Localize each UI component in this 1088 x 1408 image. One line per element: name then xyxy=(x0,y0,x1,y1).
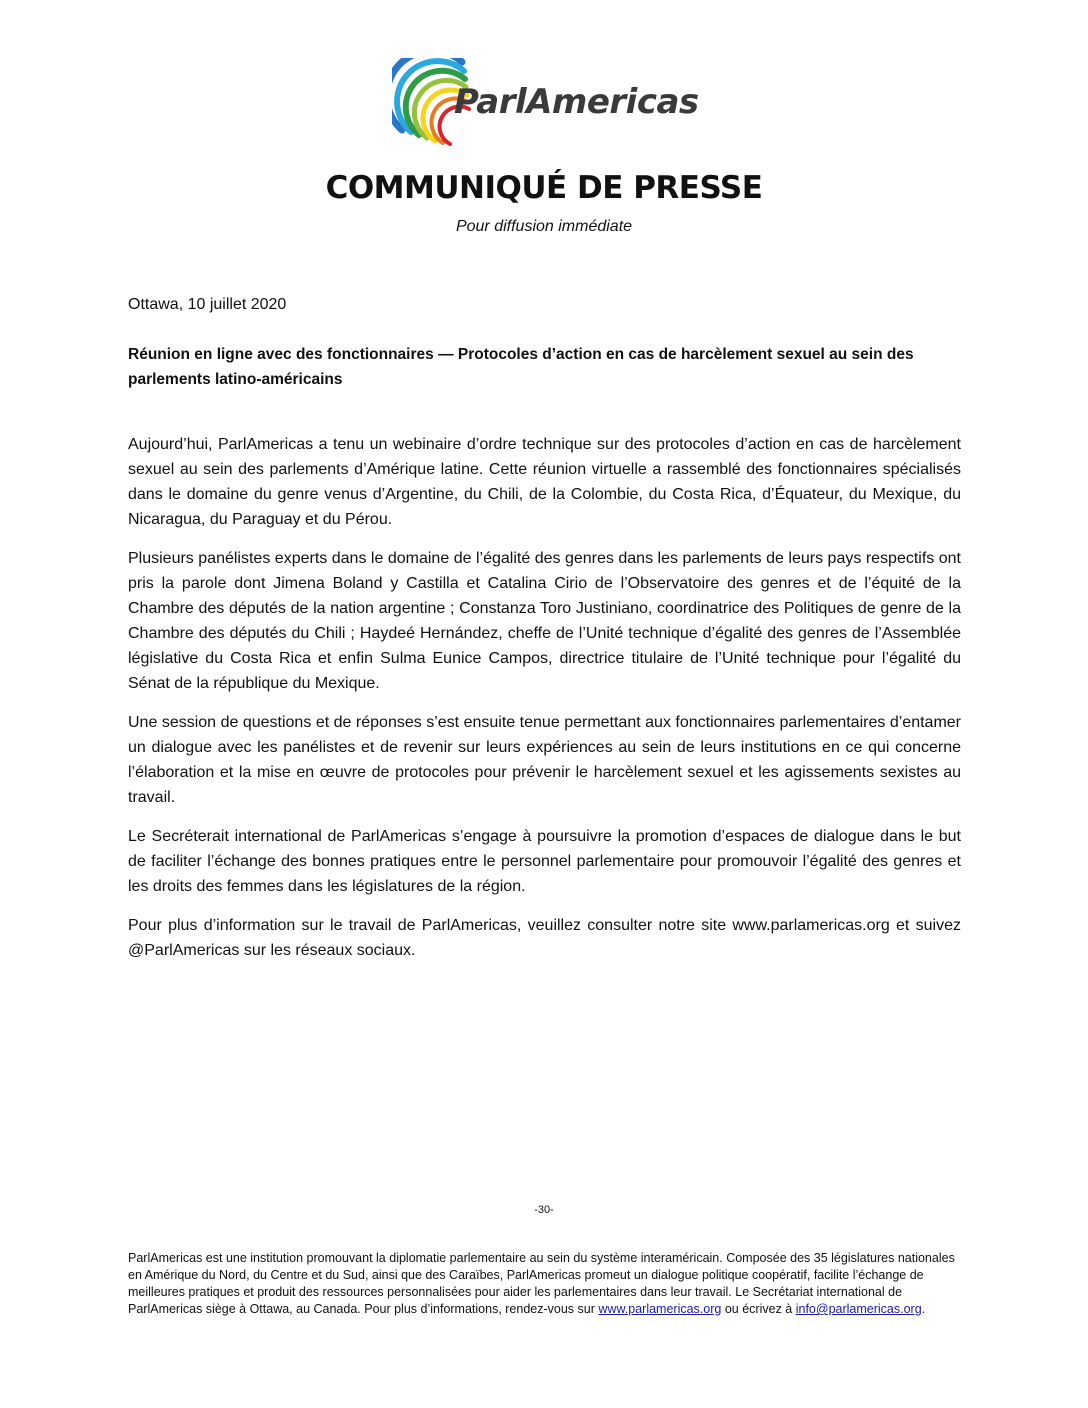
footer xyxy=(128,1250,961,1318)
paragraph: Le Secréterait international de ParlAmericas s’engage à poursuivre la promotion d’espaces de dialogue dans le but de faciliter l’échange des bonnes pratiques entre le personnel parlementaire pour promouvoir l’égalité des genres et les droits des femmes dans les législatures de la région. xyxy=(128,828,961,895)
email-link[interactable]: info@parlamericas.org xyxy=(795,1302,922,1316)
footer-text: ParlAmericas est une institution promouvant la diplomatie parlementaire au sein du système interaméricain. Composée des 35 législatures nationales en Amérique du Nord, du Centre et du Sud, ainsi que des Caraïbes, ParlAmericas promeut un dialogue politique coopératif, facilite l’échange de meilleures pratiques et produit des ressources personnalisées pour aider les parlementaires dans leur travail. Le Secrétariat international de ParlAmericas siège à Ottawa, au Canada. Pour plus d’informations, rendez-vous sur xyxy=(128,1251,955,1316)
paragraph: Une session de questions et de réponses s’est ensuite tenue permettant aux fonctionnaires parlementaires d’entamer un dialogue avec les panélistes et de revenir sur leurs expériences au sein de leurs institutions en ce qui concerne l’élaboration et la mise en œuvre de protocoles pour prévenir le harcèlement sexuel et les agissements sexistes au travail. xyxy=(128,714,961,806)
paragraph: Aujourd’hui, ParlAmericas a tenu un webinaire d’ordre technique sur des protocoles d’action en cas de harcèlement sexuel au sein des parlements d’Amérique latine. Cette réunion virtuelle a rassemblé des fonctionnaires spécialisés dans le domaine du genre venus d’Argentine, du Chili, de la Colombie, du Costa Rica, d’Équateur, du Mexique, du Nicaragua, du Paraguay et du Pérou. xyxy=(128,436,961,528)
footer-middle: ou écrivez à xyxy=(724,1302,793,1316)
website-link[interactable]: www.parlamericas.org xyxy=(598,1302,722,1316)
body-text xyxy=(128,432,961,977)
page-title: COMMUNIQUÉ DE PRESSE xyxy=(325,170,763,206)
paragraph: Plusieurs panélistes experts dans le domaine de l’égalité des genres dans les parlements de leurs pays respectifs ont pris la parole dont Jimena Boland y Castilla et Catalina Cirio de l’Observatoire des genres et de l’équité de la Chambre des députés de la nation argentine ; Constanza Toro Justiniano, coordinatrice des Politiques de genre de la Chambre des députés du Chili ; Haydeé Hernández, cheffe de l’Unité technique d’égalité des genres de l’Assemblée législative du Costa Rica et enfin Sulma Eunice Campos, directrice titulaire de l’Unité technique pour l’égalité du Sénat de la république du Mexique. xyxy=(128,550,961,692)
logo-wordmark: ParlAmericas xyxy=(454,82,699,122)
page-number: -30- xyxy=(534,1204,554,1216)
headline: Réunion en ligne avec des fonctionnaires — Protocoles d’action en cas de harcèlement sexuel au sein des parlements latino-américains xyxy=(128,346,914,388)
paragraph: Pour plus d’information sur le travail de ParlAmericas, veuillez consulter notre site www.parlamericas.org et suivez @ParlAmericas sur les réseaux sociaux. xyxy=(128,917,961,959)
parlamericas-logo xyxy=(392,58,712,153)
footer-end: . xyxy=(921,1302,926,1316)
dateline: Ottawa, 10 juillet 2020 xyxy=(128,296,287,313)
page-subtitle: Pour diffusion immédiate xyxy=(455,218,633,235)
